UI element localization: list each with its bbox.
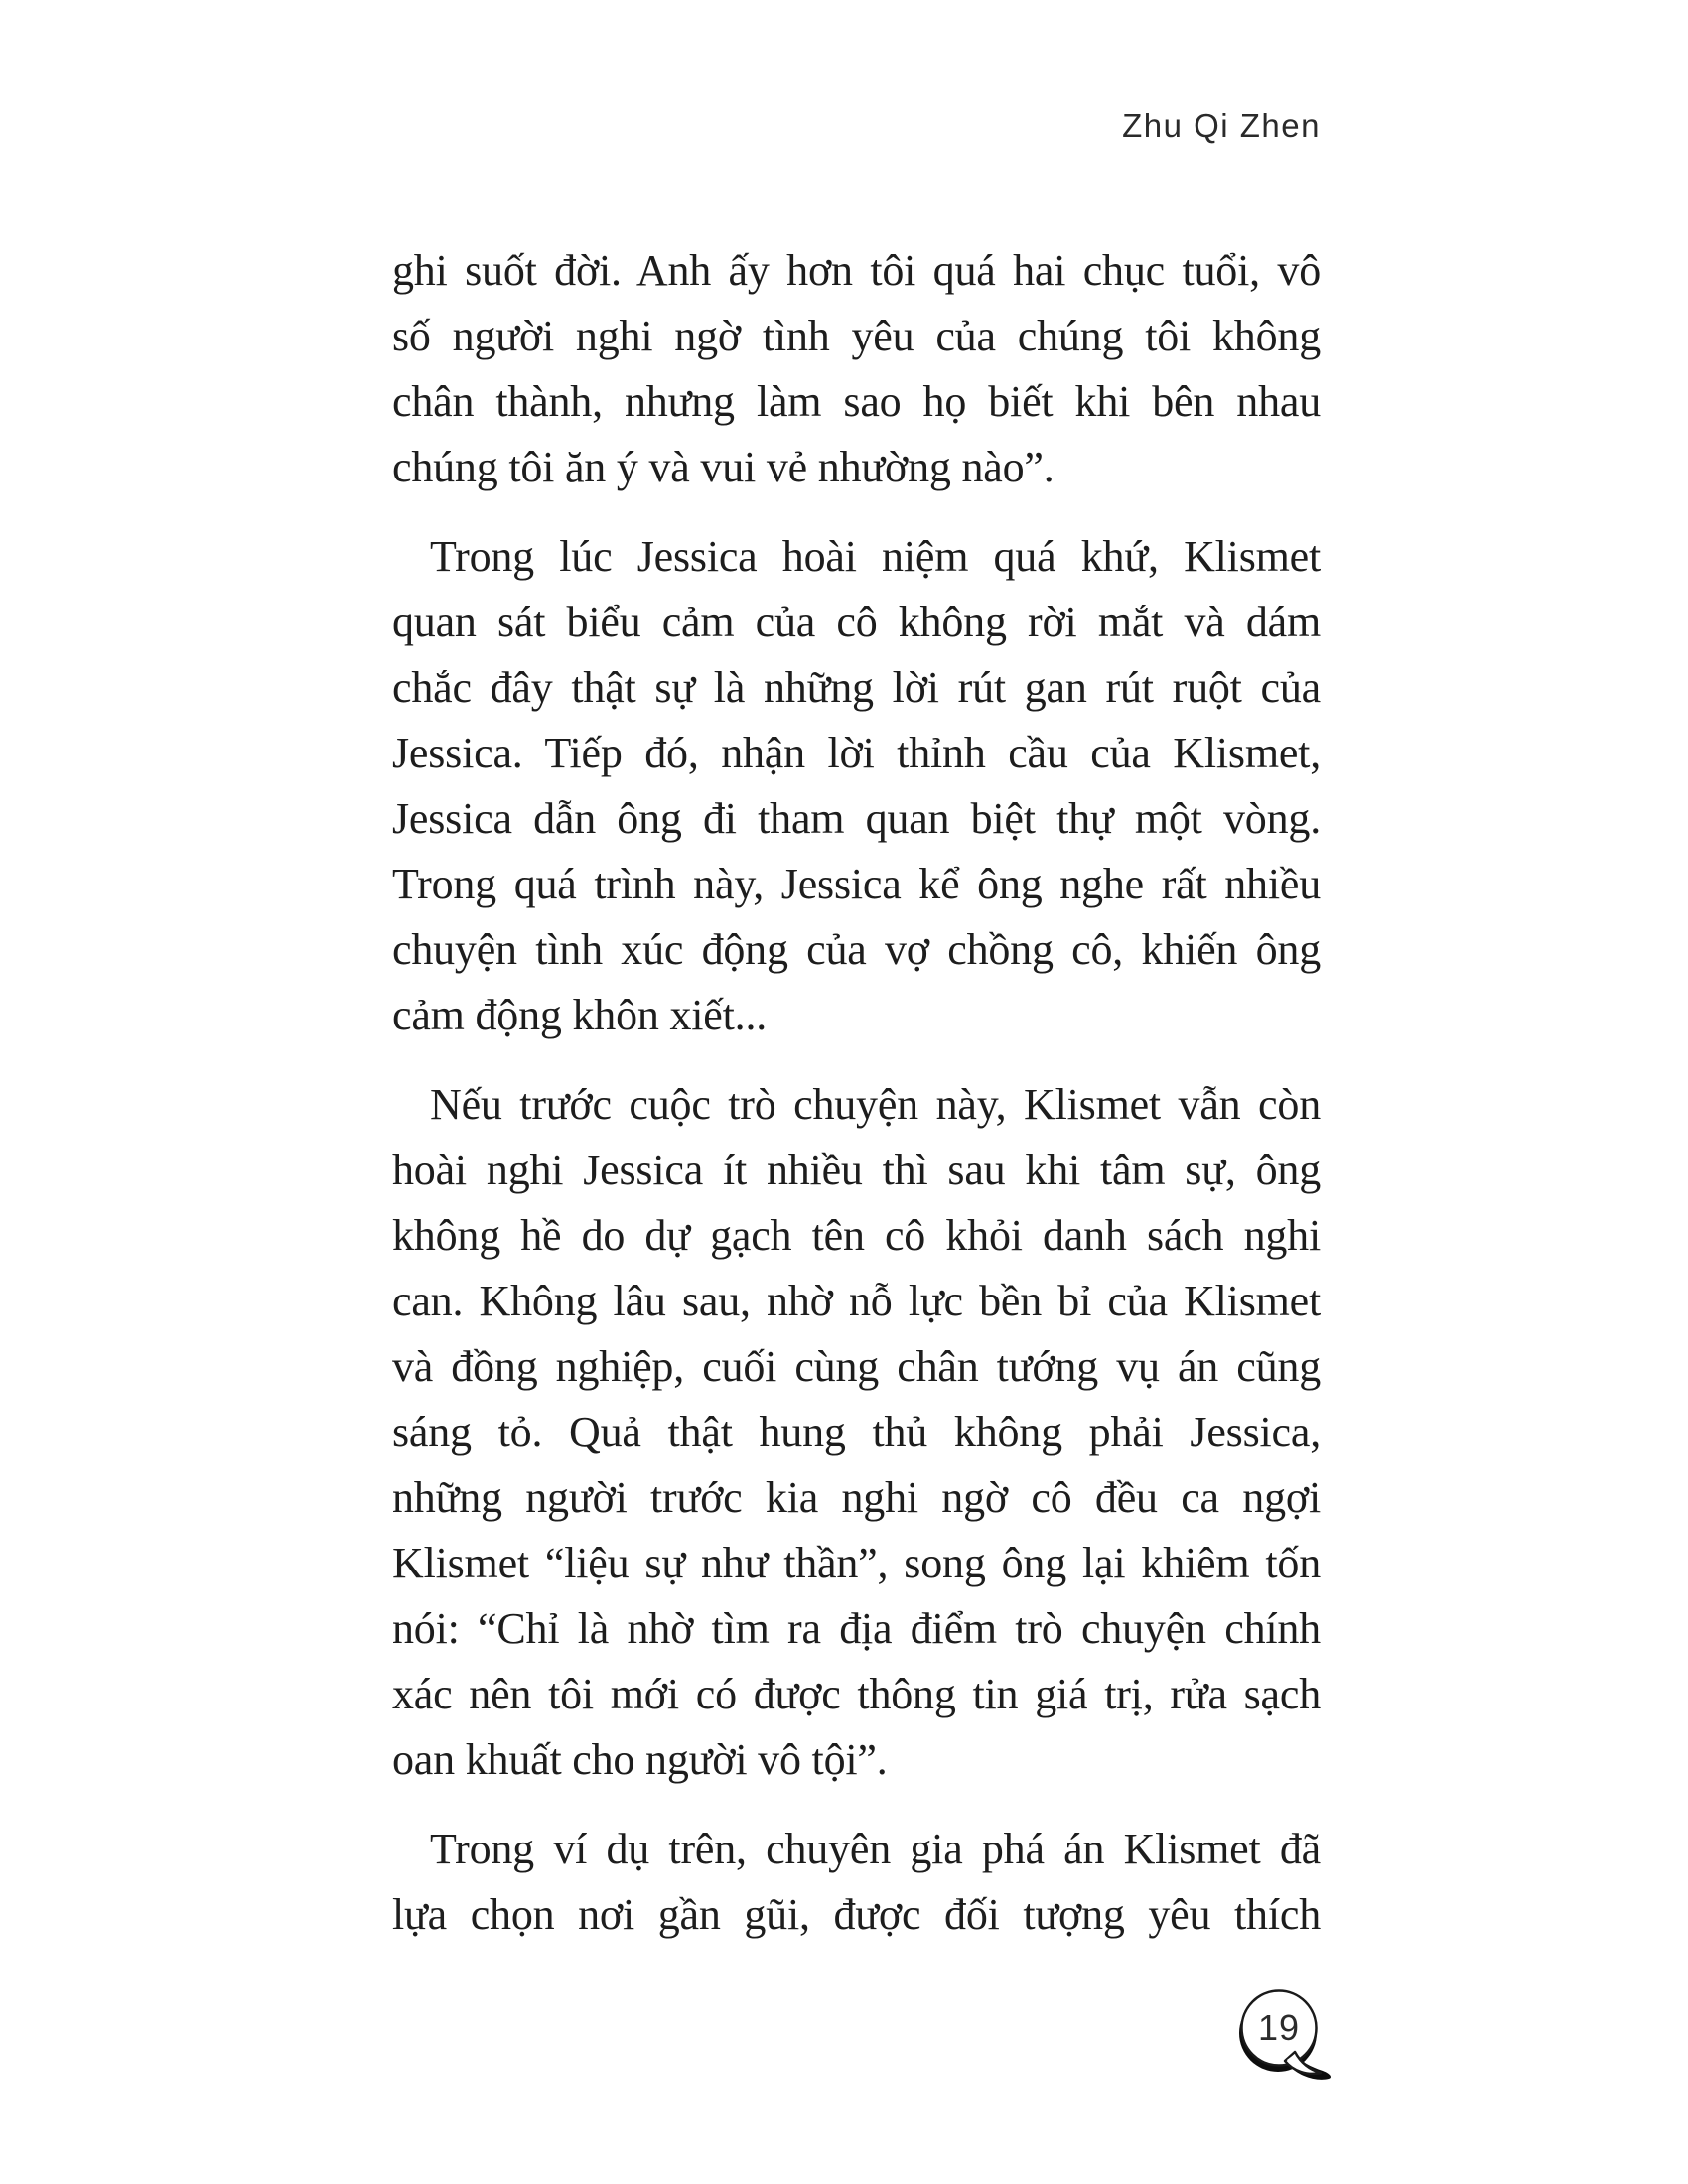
- text-line: oan khuất cho người vô tội”.: [392, 1735, 888, 1784]
- text-line: không hề do dự gạch tên cô khỏi danh sách nghi: [392, 1211, 1321, 1260]
- running-header: Zhu Qi Zhen: [1122, 107, 1321, 144]
- text-line: ghi suốt đời. Anh ấy hơn tôi quá hai chục tuổi, vô: [392, 246, 1321, 295]
- text-line: Nếu trước cuộc trò chuyện này, Klismet vẫn còn: [430, 1080, 1321, 1129]
- text-line: hoài nghi Jessica ít nhiều thì sau khi tâm sự, ông: [392, 1146, 1321, 1194]
- text-line: và đồng nghiệp, cuối cùng chân tướng vụ án cũng: [392, 1342, 1321, 1391]
- text-line: Jessica dẫn ông đi tham quan biệt thự một vòng.: [392, 794, 1321, 843]
- text-line: chân thành, nhưng làm sao họ biết khi bên nhau: [392, 377, 1321, 426]
- text-line: Trong ví dụ trên, chuyên gia phá án Klismet đã: [430, 1825, 1321, 1873]
- text-line: chuyện tình xúc động của vợ chồng cô, khiến ông: [392, 925, 1321, 974]
- text-line: Trong lúc Jessica hoài niệm quá khứ, Klismet: [430, 532, 1321, 581]
- text-line: sáng tỏ. Quả thật hung thủ không phải Jessica,: [392, 1408, 1321, 1456]
- text-line: quan sát biểu cảm của cô không rời mắt và dám: [392, 598, 1321, 646]
- body-text: [392, 238, 1321, 1948]
- text-line: Trong quá trình này, Jessica kể ông nghe rất nhiều: [392, 860, 1321, 908]
- paragraph: [392, 238, 1321, 500]
- text-line: những người trước kia nghi ngờ cô đều ca ngợi: [392, 1473, 1321, 1522]
- text-line: can. Không lâu sau, nhờ nỗ lực bền bỉ của Klismet: [392, 1277, 1321, 1325]
- paragraph: [392, 1072, 1321, 1793]
- paragraph: [392, 1817, 1321, 1948]
- text-line: Jessica. Tiếp đó, nhận lời thỉnh cầu của Klismet,: [392, 729, 1321, 777]
- page-number: 19: [1257, 2007, 1301, 2048]
- text-line: Klismet “liệu sự như thần”, song ông lại khiêm tốn: [392, 1539, 1321, 1587]
- text-line: xác nên tôi mới có được thông tin giá trị, rửa sạch: [392, 1670, 1321, 1718]
- text-line: nói: “Chỉ là nhờ tìm ra địa điểm trò chuyện chính: [392, 1604, 1321, 1653]
- text-line: lựa chọn nơi gần gũi, được đối tượng yêu thích: [392, 1890, 1321, 1939]
- text-line: cảm động khôn xiết...: [392, 991, 768, 1039]
- text-line: số người nghi ngờ tình yêu của chúng tôi không: [392, 312, 1321, 360]
- paragraph: [392, 524, 1321, 1048]
- text-line: chắc đây thật sự là những lời rút gan rút ruột của: [392, 663, 1321, 712]
- text-line: chúng tôi ăn ý và vui vẻ nhường nào”.: [392, 443, 1055, 491]
- page-number-badge: [1229, 1980, 1338, 2090]
